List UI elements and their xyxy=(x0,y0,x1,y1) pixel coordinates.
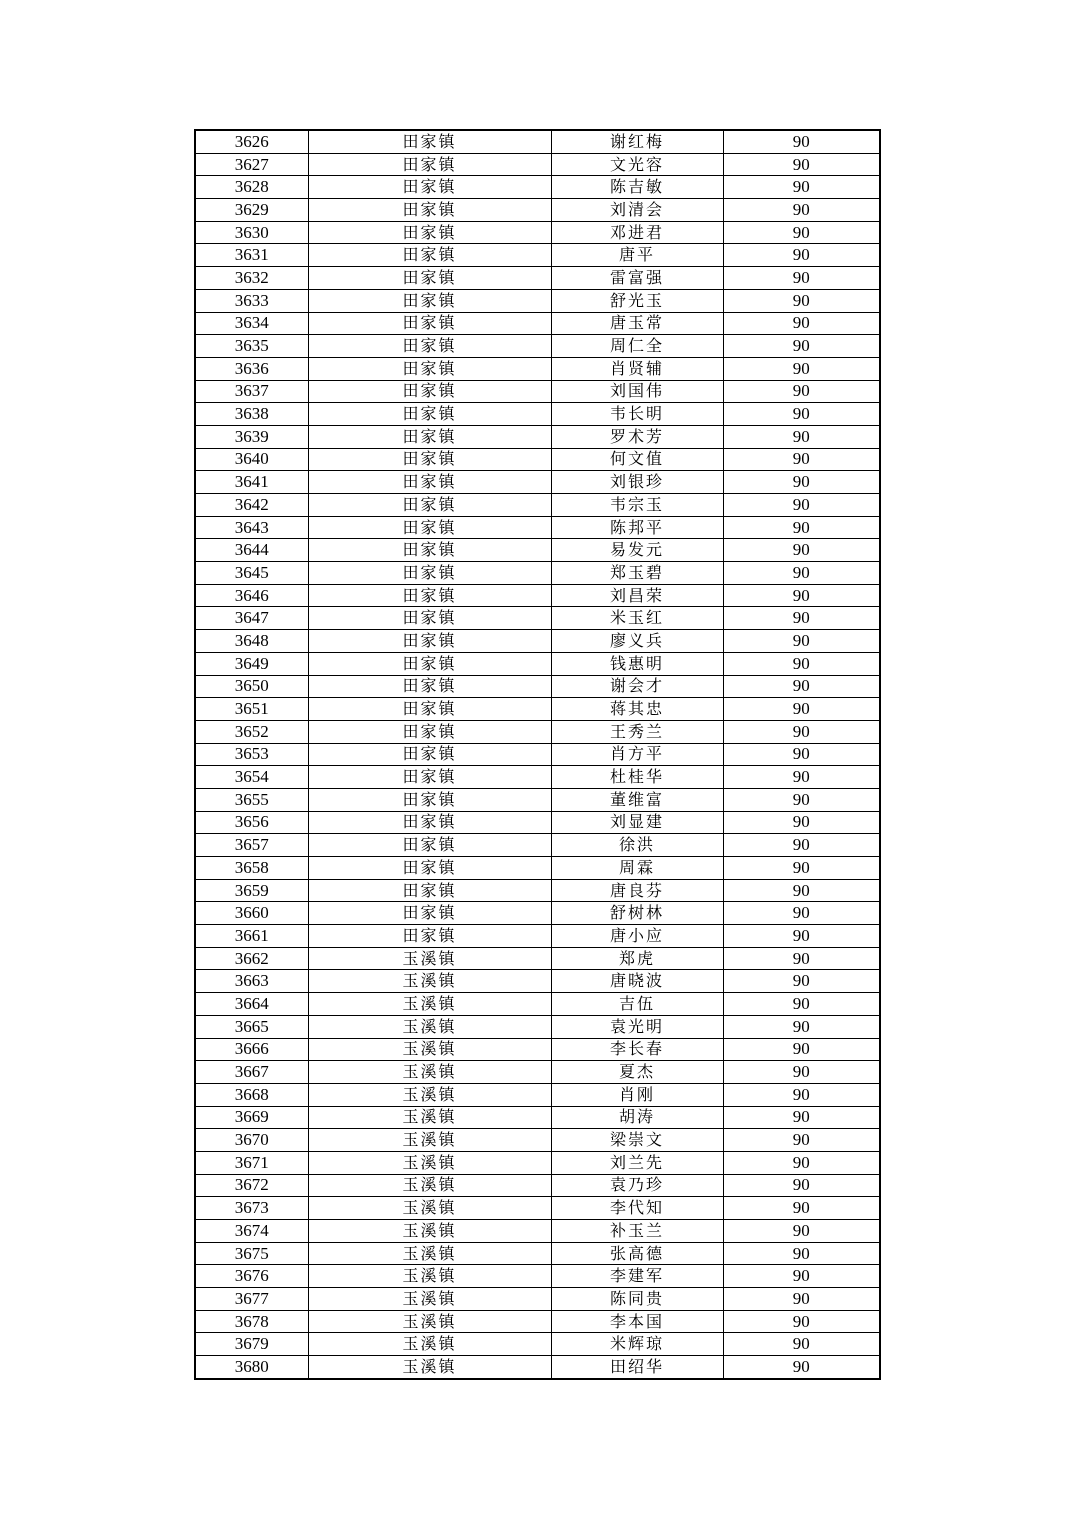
table-row xyxy=(195,970,880,993)
amount-cell: 90 xyxy=(723,652,880,675)
amount-cell: 90 xyxy=(723,1356,880,1379)
person-name-cell: 唐平 xyxy=(551,244,723,267)
amount-cell: 90 xyxy=(723,1333,880,1356)
town-cell: 田家镇 xyxy=(308,584,551,607)
serial-number-cell: 3647 xyxy=(195,607,308,630)
person-name-cell: 米玉红 xyxy=(551,607,723,630)
person-name-cell: 袁光明 xyxy=(551,1015,723,1038)
person-name-cell: 谢会才 xyxy=(551,675,723,698)
table-row xyxy=(195,584,880,607)
town-cell: 玉溪镇 xyxy=(308,1174,551,1197)
serial-number-cell: 3662 xyxy=(195,947,308,970)
town-cell: 田家镇 xyxy=(308,902,551,925)
table-row xyxy=(195,176,880,199)
table-row xyxy=(195,834,880,857)
amount-cell: 90 xyxy=(723,1061,880,1084)
person-name-cell: 唐良芬 xyxy=(551,879,723,902)
town-cell: 玉溪镇 xyxy=(308,1083,551,1106)
table-row xyxy=(195,788,880,811)
amount-cell: 90 xyxy=(723,1310,880,1333)
person-name-cell: 邓进君 xyxy=(551,221,723,244)
table-row xyxy=(195,857,880,880)
town-cell: 玉溪镇 xyxy=(308,1333,551,1356)
person-name-cell: 李代知 xyxy=(551,1197,723,1220)
table-row xyxy=(195,1129,880,1152)
serial-number-cell: 3627 xyxy=(195,153,308,176)
table-row xyxy=(195,335,880,358)
table-row xyxy=(195,244,880,267)
town-cell: 田家镇 xyxy=(308,607,551,630)
serial-number-cell: 3633 xyxy=(195,289,308,312)
table-row xyxy=(195,312,880,335)
amount-cell: 90 xyxy=(723,1129,880,1152)
town-cell: 田家镇 xyxy=(308,743,551,766)
town-cell: 田家镇 xyxy=(308,516,551,539)
amount-cell: 90 xyxy=(723,1151,880,1174)
person-name-cell: 易发元 xyxy=(551,539,723,562)
serial-number-cell: 3650 xyxy=(195,675,308,698)
amount-cell: 90 xyxy=(723,335,880,358)
serial-number-cell: 3674 xyxy=(195,1220,308,1243)
amount-cell: 90 xyxy=(723,607,880,630)
table-row xyxy=(195,267,880,290)
serial-number-cell: 3655 xyxy=(195,788,308,811)
table-row xyxy=(195,357,880,380)
serial-number-cell: 3659 xyxy=(195,879,308,902)
table-row xyxy=(195,403,880,426)
town-cell: 玉溪镇 xyxy=(308,1015,551,1038)
amount-cell: 90 xyxy=(723,1220,880,1243)
table-row xyxy=(195,993,880,1016)
town-cell: 田家镇 xyxy=(308,698,551,721)
person-name-cell: 肖方平 xyxy=(551,743,723,766)
table-row xyxy=(195,947,880,970)
town-cell: 玉溪镇 xyxy=(308,1242,551,1265)
person-name-cell: 舒光玉 xyxy=(551,289,723,312)
person-name-cell: 肖贤辅 xyxy=(551,357,723,380)
town-cell: 田家镇 xyxy=(308,879,551,902)
town-cell: 玉溪镇 xyxy=(308,1220,551,1243)
amount-cell: 90 xyxy=(723,176,880,199)
serial-number-cell: 3653 xyxy=(195,743,308,766)
table-row xyxy=(195,1083,880,1106)
person-name-cell: 钱惠明 xyxy=(551,652,723,675)
table-row xyxy=(195,1197,880,1220)
serial-number-cell: 3632 xyxy=(195,267,308,290)
town-cell: 田家镇 xyxy=(308,312,551,335)
table-row xyxy=(195,811,880,834)
town-cell: 玉溪镇 xyxy=(308,947,551,970)
serial-number-cell: 3644 xyxy=(195,539,308,562)
amount-cell: 90 xyxy=(723,562,880,585)
serial-number-cell: 3671 xyxy=(195,1151,308,1174)
serial-number-cell: 3635 xyxy=(195,335,308,358)
amount-cell: 90 xyxy=(723,471,880,494)
amount-cell: 90 xyxy=(723,630,880,653)
amount-cell: 90 xyxy=(723,199,880,222)
amount-cell: 90 xyxy=(723,720,880,743)
person-name-cell: 肖刚 xyxy=(551,1083,723,1106)
town-cell: 玉溪镇 xyxy=(308,1129,551,1152)
table-row xyxy=(195,698,880,721)
town-cell: 田家镇 xyxy=(308,176,551,199)
serial-number-cell: 3658 xyxy=(195,857,308,880)
town-cell: 田家镇 xyxy=(308,221,551,244)
person-name-cell: 陈邦平 xyxy=(551,516,723,539)
table-row xyxy=(195,1265,880,1288)
serial-number-cell: 3646 xyxy=(195,584,308,607)
serial-number-cell: 3679 xyxy=(195,1333,308,1356)
serial-number-cell: 3672 xyxy=(195,1174,308,1197)
table-row xyxy=(195,130,880,153)
table-row xyxy=(195,1038,880,1061)
table-row xyxy=(195,539,880,562)
table-row xyxy=(195,675,880,698)
amount-cell: 90 xyxy=(723,425,880,448)
town-cell: 玉溪镇 xyxy=(308,1310,551,1333)
serial-number-cell: 3651 xyxy=(195,698,308,721)
person-name-cell: 夏杰 xyxy=(551,1061,723,1084)
town-cell: 田家镇 xyxy=(308,630,551,653)
amount-cell: 90 xyxy=(723,289,880,312)
amount-cell: 90 xyxy=(723,516,880,539)
table-row xyxy=(195,1333,880,1356)
person-name-cell: 何文值 xyxy=(551,448,723,471)
town-cell: 田家镇 xyxy=(308,562,551,585)
person-name-cell: 董维富 xyxy=(551,788,723,811)
serial-number-cell: 3639 xyxy=(195,425,308,448)
table-row xyxy=(195,925,880,948)
serial-number-cell: 3670 xyxy=(195,1129,308,1152)
town-cell: 田家镇 xyxy=(308,199,551,222)
town-cell: 田家镇 xyxy=(308,289,551,312)
person-name-cell: 米辉琼 xyxy=(551,1333,723,1356)
town-cell: 田家镇 xyxy=(308,380,551,403)
town-cell: 田家镇 xyxy=(308,471,551,494)
amount-cell: 90 xyxy=(723,267,880,290)
person-name-cell: 刘清会 xyxy=(551,199,723,222)
table-row xyxy=(195,720,880,743)
town-cell: 田家镇 xyxy=(308,720,551,743)
serial-number-cell: 3661 xyxy=(195,925,308,948)
serial-number-cell: 3666 xyxy=(195,1038,308,1061)
amount-cell: 90 xyxy=(723,947,880,970)
amount-cell: 90 xyxy=(723,675,880,698)
amount-cell: 90 xyxy=(723,494,880,517)
serial-number-cell: 3669 xyxy=(195,1106,308,1129)
amount-cell: 90 xyxy=(723,1174,880,1197)
person-name-cell: 雷富强 xyxy=(551,267,723,290)
person-name-cell: 张高德 xyxy=(551,1242,723,1265)
town-cell: 田家镇 xyxy=(308,539,551,562)
table-row xyxy=(195,743,880,766)
person-name-cell: 刘银珍 xyxy=(551,471,723,494)
serial-number-cell: 3676 xyxy=(195,1265,308,1288)
town-cell: 田家镇 xyxy=(308,925,551,948)
amount-cell: 90 xyxy=(723,788,880,811)
town-cell: 玉溪镇 xyxy=(308,1356,551,1379)
person-name-cell: 田绍华 xyxy=(551,1356,723,1379)
table-row xyxy=(195,153,880,176)
serial-number-cell: 3642 xyxy=(195,494,308,517)
person-name-cell: 韦宗玉 xyxy=(551,494,723,517)
person-name-cell: 李建军 xyxy=(551,1265,723,1288)
town-cell: 玉溪镇 xyxy=(308,1197,551,1220)
amount-cell: 90 xyxy=(723,1106,880,1129)
amount-cell: 90 xyxy=(723,312,880,335)
serial-number-cell: 3660 xyxy=(195,902,308,925)
amount-cell: 90 xyxy=(723,221,880,244)
serial-number-cell: 3664 xyxy=(195,993,308,1016)
person-name-cell: 唐小应 xyxy=(551,925,723,948)
table-row xyxy=(195,380,880,403)
person-name-cell: 胡涛 xyxy=(551,1106,723,1129)
amount-cell: 90 xyxy=(723,1015,880,1038)
table-row xyxy=(195,289,880,312)
amount-cell: 90 xyxy=(723,403,880,426)
amount-cell: 90 xyxy=(723,448,880,471)
person-name-cell: 袁乃珍 xyxy=(551,1174,723,1197)
person-name-cell: 刘国伟 xyxy=(551,380,723,403)
amount-cell: 90 xyxy=(723,130,880,153)
serial-number-cell: 3640 xyxy=(195,448,308,471)
table-row xyxy=(195,766,880,789)
town-cell: 玉溪镇 xyxy=(308,1151,551,1174)
person-name-cell: 梁崇文 xyxy=(551,1129,723,1152)
roster-table xyxy=(194,129,881,1380)
amount-cell: 90 xyxy=(723,993,880,1016)
amount-cell: 90 xyxy=(723,970,880,993)
table-row xyxy=(195,471,880,494)
amount-cell: 90 xyxy=(723,244,880,267)
person-name-cell: 陈同贵 xyxy=(551,1288,723,1311)
town-cell: 田家镇 xyxy=(308,766,551,789)
serial-number-cell: 3667 xyxy=(195,1061,308,1084)
serial-number-cell: 3634 xyxy=(195,312,308,335)
town-cell: 玉溪镇 xyxy=(308,1288,551,1311)
table-row xyxy=(195,1174,880,1197)
person-name-cell: 吉伍 xyxy=(551,993,723,1016)
person-name-cell: 韦长明 xyxy=(551,403,723,426)
serial-number-cell: 3648 xyxy=(195,630,308,653)
town-cell: 田家镇 xyxy=(308,335,551,358)
table-row xyxy=(195,1220,880,1243)
table-row xyxy=(195,1356,880,1379)
person-name-cell: 杜桂华 xyxy=(551,766,723,789)
person-name-cell: 陈吉敏 xyxy=(551,176,723,199)
person-name-cell: 刘昌荣 xyxy=(551,584,723,607)
town-cell: 田家镇 xyxy=(308,244,551,267)
serial-number-cell: 3665 xyxy=(195,1015,308,1038)
amount-cell: 90 xyxy=(723,925,880,948)
amount-cell: 90 xyxy=(723,811,880,834)
amount-cell: 90 xyxy=(723,879,880,902)
amount-cell: 90 xyxy=(723,834,880,857)
table-row xyxy=(195,607,880,630)
person-name-cell: 郑玉碧 xyxy=(551,562,723,585)
serial-number-cell: 3643 xyxy=(195,516,308,539)
table-row xyxy=(195,1151,880,1174)
amount-cell: 90 xyxy=(723,698,880,721)
person-name-cell: 廖义兵 xyxy=(551,630,723,653)
person-name-cell: 蒋其忠 xyxy=(551,698,723,721)
serial-number-cell: 3636 xyxy=(195,357,308,380)
table-row xyxy=(195,494,880,517)
town-cell: 玉溪镇 xyxy=(308,1265,551,1288)
amount-cell: 90 xyxy=(723,857,880,880)
amount-cell: 90 xyxy=(723,153,880,176)
person-name-cell: 唐晓波 xyxy=(551,970,723,993)
town-cell: 田家镇 xyxy=(308,130,551,153)
serial-number-cell: 3628 xyxy=(195,176,308,199)
table-row xyxy=(195,1288,880,1311)
town-cell: 田家镇 xyxy=(308,153,551,176)
amount-cell: 90 xyxy=(723,766,880,789)
town-cell: 田家镇 xyxy=(308,357,551,380)
serial-number-cell: 3656 xyxy=(195,811,308,834)
table-row xyxy=(195,1310,880,1333)
amount-cell: 90 xyxy=(723,380,880,403)
person-name-cell: 徐洪 xyxy=(551,834,723,857)
serial-number-cell: 3680 xyxy=(195,1356,308,1379)
town-cell: 田家镇 xyxy=(308,448,551,471)
person-name-cell: 刘显建 xyxy=(551,811,723,834)
amount-cell: 90 xyxy=(723,584,880,607)
amount-cell: 90 xyxy=(723,1265,880,1288)
town-cell: 田家镇 xyxy=(308,267,551,290)
person-name-cell: 周仁全 xyxy=(551,335,723,358)
roster-table-body xyxy=(195,130,880,1379)
town-cell: 田家镇 xyxy=(308,675,551,698)
town-cell: 玉溪镇 xyxy=(308,1061,551,1084)
town-cell: 田家镇 xyxy=(308,857,551,880)
town-cell: 田家镇 xyxy=(308,403,551,426)
amount-cell: 90 xyxy=(723,1197,880,1220)
table-row xyxy=(195,199,880,222)
person-name-cell: 罗术芳 xyxy=(551,425,723,448)
serial-number-cell: 3645 xyxy=(195,562,308,585)
amount-cell: 90 xyxy=(723,902,880,925)
person-name-cell: 谢红梅 xyxy=(551,130,723,153)
table-row xyxy=(195,902,880,925)
table-row xyxy=(195,879,880,902)
person-name-cell: 舒树林 xyxy=(551,902,723,925)
table-row xyxy=(195,562,880,585)
person-name-cell: 文光容 xyxy=(551,153,723,176)
person-name-cell: 郑虎 xyxy=(551,947,723,970)
amount-cell: 90 xyxy=(723,1038,880,1061)
table-row xyxy=(195,1106,880,1129)
serial-number-cell: 3675 xyxy=(195,1242,308,1265)
amount-cell: 90 xyxy=(723,539,880,562)
table-row xyxy=(195,652,880,675)
table-row xyxy=(195,630,880,653)
table-row xyxy=(195,1015,880,1038)
table-row xyxy=(195,1061,880,1084)
serial-number-cell: 3638 xyxy=(195,403,308,426)
person-name-cell: 唐玉常 xyxy=(551,312,723,335)
town-cell: 田家镇 xyxy=(308,788,551,811)
serial-number-cell: 3629 xyxy=(195,199,308,222)
table-row xyxy=(195,448,880,471)
person-name-cell: 李长春 xyxy=(551,1038,723,1061)
serial-number-cell: 3626 xyxy=(195,130,308,153)
town-cell: 玉溪镇 xyxy=(308,1106,551,1129)
table-row xyxy=(195,221,880,244)
amount-cell: 90 xyxy=(723,1083,880,1106)
amount-cell: 90 xyxy=(723,1288,880,1311)
town-cell: 田家镇 xyxy=(308,652,551,675)
table-row xyxy=(195,425,880,448)
serial-number-cell: 3668 xyxy=(195,1083,308,1106)
table-row xyxy=(195,1242,880,1265)
serial-number-cell: 3652 xyxy=(195,720,308,743)
serial-number-cell: 3631 xyxy=(195,244,308,267)
person-name-cell: 李本国 xyxy=(551,1310,723,1333)
town-cell: 田家镇 xyxy=(308,494,551,517)
town-cell: 田家镇 xyxy=(308,834,551,857)
serial-number-cell: 3630 xyxy=(195,221,308,244)
serial-number-cell: 3649 xyxy=(195,652,308,675)
serial-number-cell: 3641 xyxy=(195,471,308,494)
town-cell: 田家镇 xyxy=(308,811,551,834)
serial-number-cell: 3637 xyxy=(195,380,308,403)
person-name-cell: 王秀兰 xyxy=(551,720,723,743)
amount-cell: 90 xyxy=(723,1242,880,1265)
serial-number-cell: 3673 xyxy=(195,1197,308,1220)
serial-number-cell: 3654 xyxy=(195,766,308,789)
serial-number-cell: 3663 xyxy=(195,970,308,993)
serial-number-cell: 3677 xyxy=(195,1288,308,1311)
amount-cell: 90 xyxy=(723,743,880,766)
town-cell: 田家镇 xyxy=(308,425,551,448)
person-name-cell: 补玉兰 xyxy=(551,1220,723,1243)
serial-number-cell: 3657 xyxy=(195,834,308,857)
person-name-cell: 刘兰先 xyxy=(551,1151,723,1174)
person-name-cell: 周霖 xyxy=(551,857,723,880)
amount-cell: 90 xyxy=(723,357,880,380)
town-cell: 玉溪镇 xyxy=(308,970,551,993)
table-row xyxy=(195,516,880,539)
town-cell: 玉溪镇 xyxy=(308,993,551,1016)
serial-number-cell: 3678 xyxy=(195,1310,308,1333)
town-cell: 玉溪镇 xyxy=(308,1038,551,1061)
